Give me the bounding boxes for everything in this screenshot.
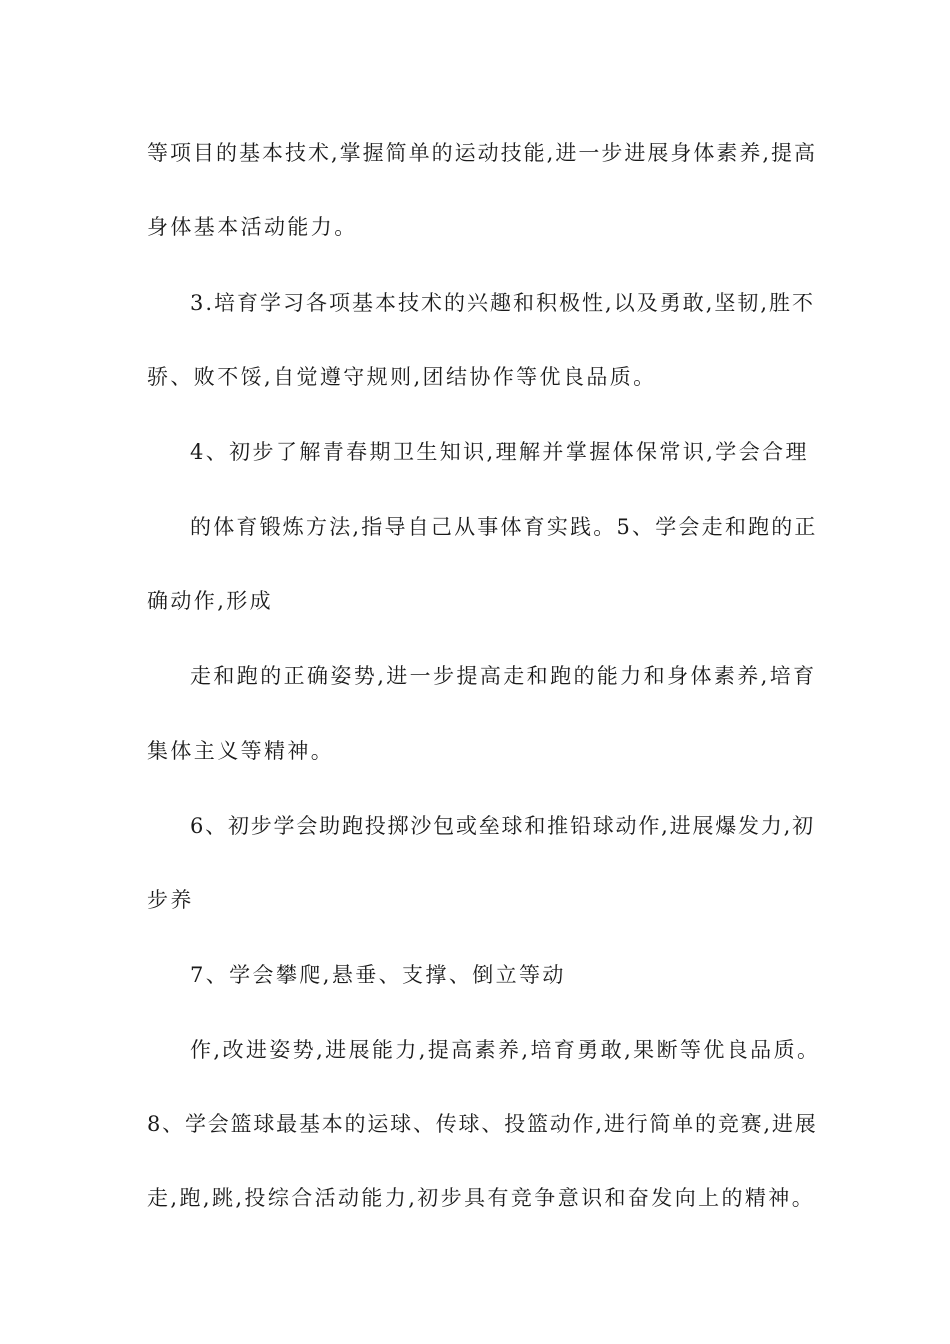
text-line: 作,改进姿势,进展能力,提高素养,培育勇敢,果断等优良品质。 (190, 1038, 821, 1062)
text-line: 走和跑的正确姿势,进一步提高走和跑的能力和身体素养,培育 (190, 664, 817, 688)
text-line: 等项目的基本技术,掌握简单的运动技能,进一步进展身体素养,提高 (147, 141, 818, 165)
text-line: 3.培育学习各项基本技术的兴趣和积极性,以及勇敢,坚韧,胜不 (190, 291, 816, 315)
text-line: 步养 (147, 888, 194, 912)
text-line: 4、初步了解青春期卫生知识,理解并掌握体保常识,学会合理 (190, 440, 809, 464)
text-line: 身体基本活动能力。 (147, 215, 358, 239)
text-line: 集体主义等精神。 (147, 739, 335, 763)
text-line: 6、初步学会助跑投掷沙包或垒球和推铅球动作,进展爆发力,初 (190, 814, 815, 838)
text-line: 8、学会篮球最基本的运球、传球、投篮动作,进行简单的竞赛,进展 (147, 1112, 818, 1136)
text-line: 的体育锻炼方法,指导自己从事体育实践。5、学会走和跑的正 (190, 515, 818, 539)
text-line: 骄、败不馁,自觉遵守规则,团结协作等优良品质。 (147, 365, 657, 389)
text-line: 确动作,形成 (147, 589, 274, 613)
text-line: 走,跑,跳,投综合活动能力,初步具有竞争意识和奋发向上的精神。 (147, 1186, 816, 1210)
text-line: 7、学会攀爬,悬垂、支撑、倒立等动 (190, 963, 566, 987)
